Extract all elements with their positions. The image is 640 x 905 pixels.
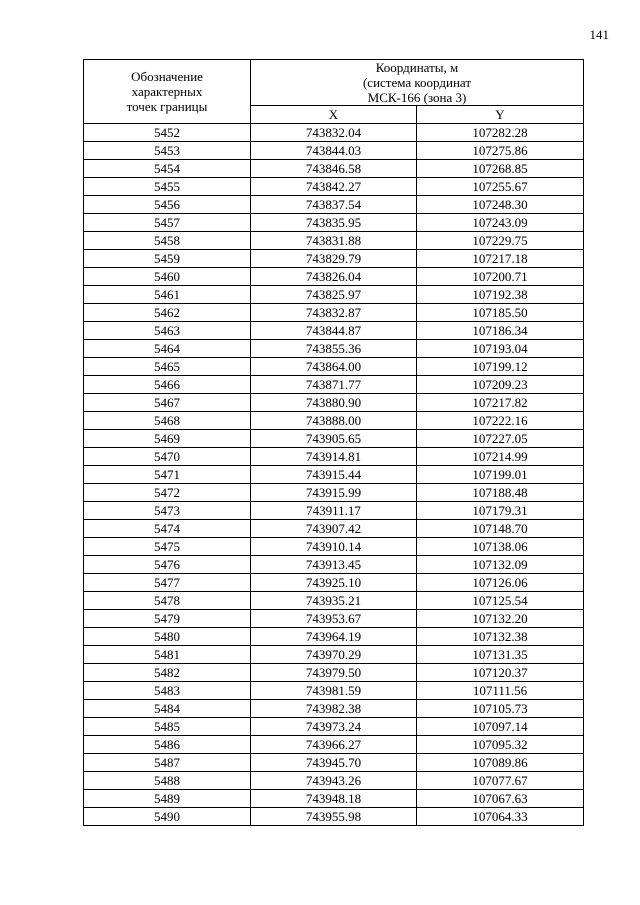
coords-header-line-3: МСК-166 (зона 3): [367, 90, 467, 105]
point-id-cell: 5479: [84, 610, 251, 628]
table-row: [84, 664, 584, 682]
y-coordinate-cell: 107077.67: [417, 772, 584, 790]
point-column-header: [84, 60, 251, 124]
point-id-cell: 5455: [84, 178, 251, 196]
point-id-cell: 5478: [84, 592, 251, 610]
table-row: [84, 628, 584, 646]
table-row: [84, 754, 584, 772]
x-coordinate-cell: 743981.59: [251, 682, 417, 700]
point-id-cell: 5464: [84, 340, 251, 358]
y-coordinate-cell: 107138.06: [417, 538, 584, 556]
x-coordinate-cell: 743982.38: [251, 700, 417, 718]
point-id-cell: 5484: [84, 700, 251, 718]
y-coordinate-cell: 107217.18: [417, 250, 584, 268]
point-id-cell: 5454: [84, 160, 251, 178]
x-coordinate-cell: 743925.10: [251, 574, 417, 592]
table-row: [84, 502, 584, 520]
table-row: [84, 304, 584, 322]
table-row: [84, 196, 584, 214]
coords-header-line-1: Координаты, м: [375, 60, 459, 75]
table-row: [84, 772, 584, 790]
y-coordinate-cell: 107120.37: [417, 664, 584, 682]
table-row: [84, 790, 584, 808]
y-coordinate-cell: 107105.73: [417, 700, 584, 718]
y-coordinate-cell: 107097.14: [417, 718, 584, 736]
table-row: [84, 376, 584, 394]
point-id-cell: 5489: [84, 790, 251, 808]
y-coordinate-cell: 107111.56: [417, 682, 584, 700]
y-coordinate-cell: 107229.75: [417, 232, 584, 250]
table-row: [84, 124, 584, 142]
point-id-cell: 5459: [84, 250, 251, 268]
table-row: [84, 268, 584, 286]
point-id-cell: 5488: [84, 772, 251, 790]
x-coordinate-cell: 743832.87: [251, 304, 417, 322]
point-header-line-3: точек границы: [126, 99, 208, 114]
x-coordinate-cell: 743832.04: [251, 124, 417, 142]
table-row: [84, 808, 584, 826]
coordinates-group-header: [251, 60, 584, 106]
y-coordinate-cell: 107214.99: [417, 448, 584, 466]
y-coordinate-cell: 107125.54: [417, 592, 584, 610]
table-header: [84, 60, 584, 124]
y-coordinate-cell: 107282.28: [417, 124, 584, 142]
y-coordinate-cell: 107199.01: [417, 466, 584, 484]
table-row: [84, 610, 584, 628]
y-coordinate-cell: 107193.04: [417, 340, 584, 358]
x-coordinate-cell: 743826.04: [251, 268, 417, 286]
y-coordinate-cell: 107268.85: [417, 160, 584, 178]
x-coordinate-cell: 743943.26: [251, 772, 417, 790]
point-id-cell: 5475: [84, 538, 251, 556]
table-row: [84, 718, 584, 736]
table-row: [84, 160, 584, 178]
y-coordinate-cell: 107132.38: [417, 628, 584, 646]
point-id-cell: 5456: [84, 196, 251, 214]
y-coordinate-cell: 107179.31: [417, 502, 584, 520]
y-coordinate-cell: 107275.86: [417, 142, 584, 160]
x-coordinate-cell: 743844.03: [251, 142, 417, 160]
point-id-cell: 5453: [84, 142, 251, 160]
table-row: [84, 448, 584, 466]
y-coordinate-cell: 107243.09: [417, 214, 584, 232]
point-id-cell: 5467: [84, 394, 251, 412]
point-id-cell: 5472: [84, 484, 251, 502]
point-id-cell: 5465: [84, 358, 251, 376]
table-row: [84, 466, 584, 484]
table-row: [84, 682, 584, 700]
point-id-cell: 5476: [84, 556, 251, 574]
point-id-cell: 5470: [84, 448, 251, 466]
point-id-cell: 5480: [84, 628, 251, 646]
x-coordinate-cell: 743914.81: [251, 448, 417, 466]
point-id-cell: 5452: [84, 124, 251, 142]
coords-header-line-2: (система координат: [362, 75, 472, 90]
x-coordinate-cell: 743970.29: [251, 646, 417, 664]
y-coordinate-cell: 107217.82: [417, 394, 584, 412]
table-row: [84, 484, 584, 502]
point-id-cell: 5471: [84, 466, 251, 484]
table-row: [84, 736, 584, 754]
x-coordinate-cell: 743915.99: [251, 484, 417, 502]
table-row: [84, 394, 584, 412]
x-column-header: X: [251, 106, 417, 124]
y-coordinate-cell: 107089.86: [417, 754, 584, 772]
table-row: [84, 286, 584, 304]
y-coordinate-cell: 107192.38: [417, 286, 584, 304]
point-id-cell: 5490: [84, 808, 251, 826]
x-coordinate-cell: 743842.27: [251, 178, 417, 196]
point-id-cell: 5487: [84, 754, 251, 772]
y-coordinate-cell: 107186.34: [417, 322, 584, 340]
point-header-line-1: Обозначение: [131, 69, 203, 84]
point-id-cell: 5460: [84, 268, 251, 286]
x-coordinate-cell: 743911.17: [251, 502, 417, 520]
x-coordinate-cell: 743837.54: [251, 196, 417, 214]
table-row: [84, 214, 584, 232]
point-id-cell: 5457: [84, 214, 251, 232]
x-coordinate-cell: 743888.00: [251, 412, 417, 430]
point-id-cell: 5482: [84, 664, 251, 682]
y-coordinate-cell: 107064.33: [417, 808, 584, 826]
table-row: [84, 574, 584, 592]
table-row: [84, 700, 584, 718]
table-row: [84, 358, 584, 376]
point-id-cell: 5486: [84, 736, 251, 754]
y-coordinate-cell: 107255.67: [417, 178, 584, 196]
y-coordinate-cell: 107185.50: [417, 304, 584, 322]
x-coordinate-cell: 743945.70: [251, 754, 417, 772]
x-coordinate-cell: 743880.90: [251, 394, 417, 412]
x-coordinate-cell: 743844.87: [251, 322, 417, 340]
table-row: [84, 646, 584, 664]
x-coordinate-cell: 743829.79: [251, 250, 417, 268]
x-coordinate-cell: 743979.50: [251, 664, 417, 682]
table-row: [84, 142, 584, 160]
x-coordinate-cell: 743871.77: [251, 376, 417, 394]
x-coordinate-cell: 743905.65: [251, 430, 417, 448]
x-coordinate-cell: 743913.45: [251, 556, 417, 574]
y-column-header: Y: [417, 106, 584, 124]
point-id-cell: 5477: [84, 574, 251, 592]
x-coordinate-cell: 743964.19: [251, 628, 417, 646]
point-id-cell: 5483: [84, 682, 251, 700]
y-coordinate-cell: 107222.16: [417, 412, 584, 430]
y-coordinate-cell: 107132.09: [417, 556, 584, 574]
point-id-cell: 5469: [84, 430, 251, 448]
x-coordinate-cell: 743973.24: [251, 718, 417, 736]
x-coordinate-cell: 743935.21: [251, 592, 417, 610]
table-row: [84, 430, 584, 448]
x-coordinate-cell: 743953.67: [251, 610, 417, 628]
table-row: [84, 232, 584, 250]
x-coordinate-cell: 743831.88: [251, 232, 417, 250]
point-id-cell: 5462: [84, 304, 251, 322]
point-id-cell: 5461: [84, 286, 251, 304]
point-id-cell: 5481: [84, 646, 251, 664]
y-coordinate-cell: 107209.23: [417, 376, 584, 394]
page-number: 141: [589, 27, 609, 42]
y-coordinate-cell: 107095.32: [417, 736, 584, 754]
coordinates-table: [83, 59, 584, 826]
y-coordinate-cell: 107131.35: [417, 646, 584, 664]
table-row: [84, 322, 584, 340]
x-coordinate-cell: 743955.98: [251, 808, 417, 826]
x-coordinate-cell: 743915.44: [251, 466, 417, 484]
y-coordinate-cell: 107148.70: [417, 520, 584, 538]
table-row: [84, 592, 584, 610]
x-coordinate-cell: 743855.36: [251, 340, 417, 358]
point-id-cell: 5485: [84, 718, 251, 736]
point-id-cell: 5463: [84, 322, 251, 340]
point-id-cell: 5468: [84, 412, 251, 430]
y-coordinate-cell: 107200.71: [417, 268, 584, 286]
point-id-cell: 5473: [84, 502, 251, 520]
x-coordinate-cell: 743835.95: [251, 214, 417, 232]
point-id-cell: 5474: [84, 520, 251, 538]
y-coordinate-cell: 107067.63: [417, 790, 584, 808]
x-coordinate-cell: 743864.00: [251, 358, 417, 376]
x-coordinate-cell: 743910.14: [251, 538, 417, 556]
y-coordinate-cell: 107132.20: [417, 610, 584, 628]
table-row: [84, 412, 584, 430]
x-coordinate-cell: 743907.42: [251, 520, 417, 538]
table-row: [84, 340, 584, 358]
table-row: [84, 250, 584, 268]
y-coordinate-cell: 107188.48: [417, 484, 584, 502]
y-coordinate-cell: 107126.06: [417, 574, 584, 592]
table-row: [84, 556, 584, 574]
y-coordinate-cell: 107248.30: [417, 196, 584, 214]
x-coordinate-cell: 743948.18: [251, 790, 417, 808]
table-body: [84, 124, 584, 826]
table-row: [84, 178, 584, 196]
x-coordinate-cell: 743825.97: [251, 286, 417, 304]
table-row: [84, 538, 584, 556]
y-coordinate-cell: 107227.05: [417, 430, 584, 448]
point-id-cell: 5466: [84, 376, 251, 394]
x-coordinate-cell: 743846.58: [251, 160, 417, 178]
point-header-line-2: характерных: [131, 84, 203, 99]
y-coordinate-cell: 107199.12: [417, 358, 584, 376]
x-coordinate-cell: 743966.27: [251, 736, 417, 754]
point-id-cell: 5458: [84, 232, 251, 250]
table-row: [84, 520, 584, 538]
